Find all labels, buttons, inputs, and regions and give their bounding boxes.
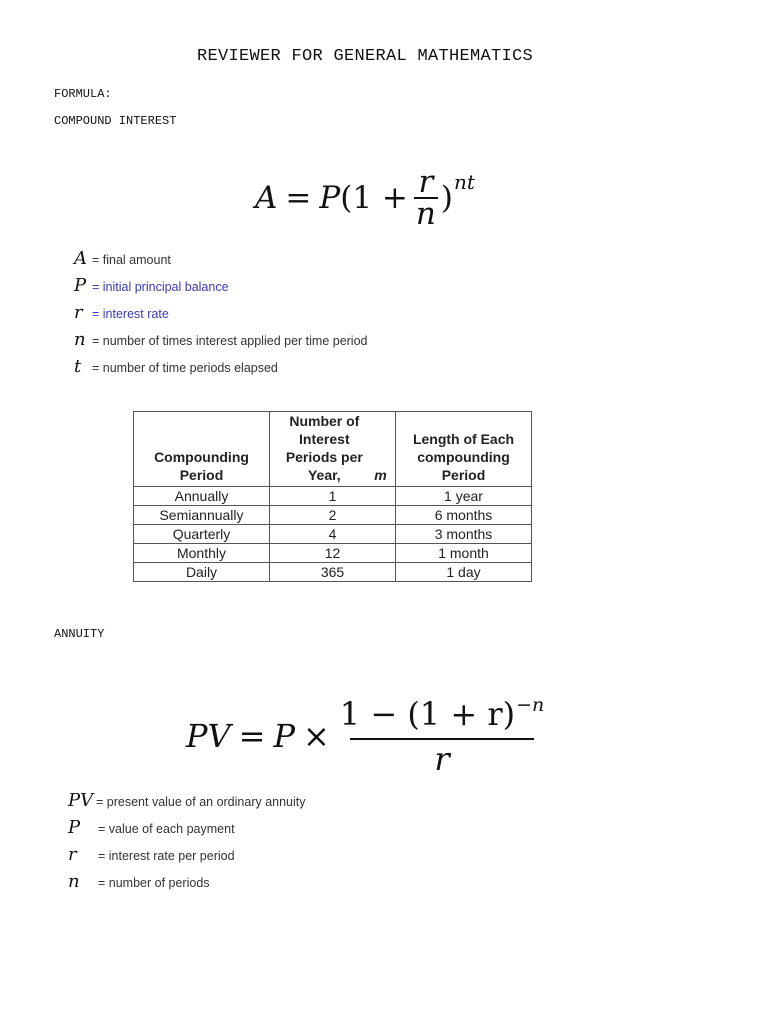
definition-var: P bbox=[74, 275, 87, 296]
definition-row bbox=[68, 790, 306, 811]
definition-row bbox=[68, 871, 210, 892]
table-cell: 1 year bbox=[396, 487, 532, 506]
definition-var: n bbox=[74, 329, 86, 350]
formula-fraction bbox=[414, 163, 438, 232]
table-cell: Semiannually bbox=[134, 506, 270, 525]
formula-denominator: r bbox=[434, 739, 450, 778]
table-header-text: Number of Interest Periods per Year, bbox=[285, 413, 363, 483]
table-cell: 3 months bbox=[396, 525, 532, 544]
definition-var: PV bbox=[68, 790, 94, 811]
formula-exponent: nt bbox=[454, 169, 475, 194]
compound-interest-heading: COMPOUND INTEREST bbox=[54, 114, 177, 128]
compound-interest-formula bbox=[255, 160, 475, 235]
definition-var: r bbox=[74, 302, 83, 323]
table-cell: 12 bbox=[270, 544, 396, 563]
table-cell: Annually bbox=[134, 487, 270, 506]
table-cell: Quarterly bbox=[134, 525, 270, 544]
table-header bbox=[134, 412, 270, 487]
definition-row bbox=[74, 329, 368, 350]
table-header-row bbox=[134, 412, 532, 487]
table-cell: 6 months bbox=[396, 506, 532, 525]
table-cell: 1 month bbox=[396, 544, 532, 563]
definition-text: = value of each payment bbox=[98, 822, 235, 836]
definition-var: A bbox=[74, 248, 87, 269]
table-header bbox=[396, 412, 532, 487]
formula-var-p: P bbox=[319, 179, 341, 216]
definition-text: = number of time periods elapsed bbox=[92, 361, 278, 375]
table-row bbox=[134, 506, 532, 525]
definition-row bbox=[74, 302, 169, 323]
definition-row bbox=[74, 275, 229, 296]
formula-var-p: P bbox=[273, 717, 295, 755]
table-cell: Monthly bbox=[134, 544, 270, 563]
formula-close-paren: ) bbox=[440, 179, 453, 216]
annuity-formula bbox=[186, 693, 545, 778]
formula-times: × bbox=[302, 717, 330, 755]
definition-row bbox=[68, 817, 235, 838]
table-cell: 1 bbox=[270, 487, 396, 506]
definition-var: r bbox=[68, 844, 77, 865]
compounding-period-table bbox=[133, 411, 532, 582]
table-cell: 2 bbox=[270, 506, 396, 525]
formula-equals: = bbox=[285, 179, 312, 216]
definition-var: t bbox=[74, 356, 82, 377]
definition-text: = interest rate per period bbox=[98, 849, 235, 863]
table-header-var: m bbox=[374, 467, 387, 483]
formula-var-pv: PV bbox=[186, 717, 231, 755]
formula-label: FORMULA: bbox=[54, 87, 112, 101]
table-header bbox=[270, 412, 396, 487]
page-title: REVIEWER FOR GENERAL MATHEMATICS bbox=[196, 47, 534, 66]
formula-numerator bbox=[340, 695, 544, 738]
formula-fraction bbox=[340, 695, 544, 778]
annuity-heading: ANNUITY bbox=[54, 627, 105, 641]
numerator-exponent: −n bbox=[516, 693, 545, 716]
numerator-text: 1 − (1 + r) bbox=[339, 694, 516, 733]
definition-var: P bbox=[68, 817, 81, 838]
definition-var: n bbox=[68, 871, 80, 892]
definition-row bbox=[68, 844, 235, 865]
formula-equals: = bbox=[238, 717, 266, 755]
table-header-text: Compounding Period bbox=[154, 449, 249, 483]
definition-text: = interest rate bbox=[92, 307, 169, 321]
definition-text: = number of times interest applied per time period bbox=[92, 334, 368, 348]
table-row bbox=[134, 525, 532, 544]
definition-row bbox=[74, 356, 278, 377]
definition-text: = number of periods bbox=[98, 876, 210, 890]
formula-denominator: n bbox=[415, 195, 436, 232]
formula-numerator: r bbox=[418, 163, 434, 200]
table-row bbox=[134, 563, 532, 582]
definition-text: = initial principal balance bbox=[92, 280, 229, 294]
formula-open-paren: (1 + bbox=[340, 179, 408, 216]
definition-text: = final amount bbox=[92, 253, 171, 267]
table-cell: 365 bbox=[270, 563, 396, 582]
table-cell: Daily bbox=[134, 563, 270, 582]
definition-text: = present value of an ordinary annuity bbox=[96, 795, 306, 809]
definition-row bbox=[74, 248, 171, 269]
table-row bbox=[134, 487, 532, 506]
formula-var-a: A bbox=[255, 179, 278, 216]
table-cell: 4 bbox=[270, 525, 396, 544]
table-cell: 1 day bbox=[396, 563, 532, 582]
table-header-text: Length of Each compounding Period bbox=[412, 431, 515, 483]
table-row bbox=[134, 544, 532, 563]
